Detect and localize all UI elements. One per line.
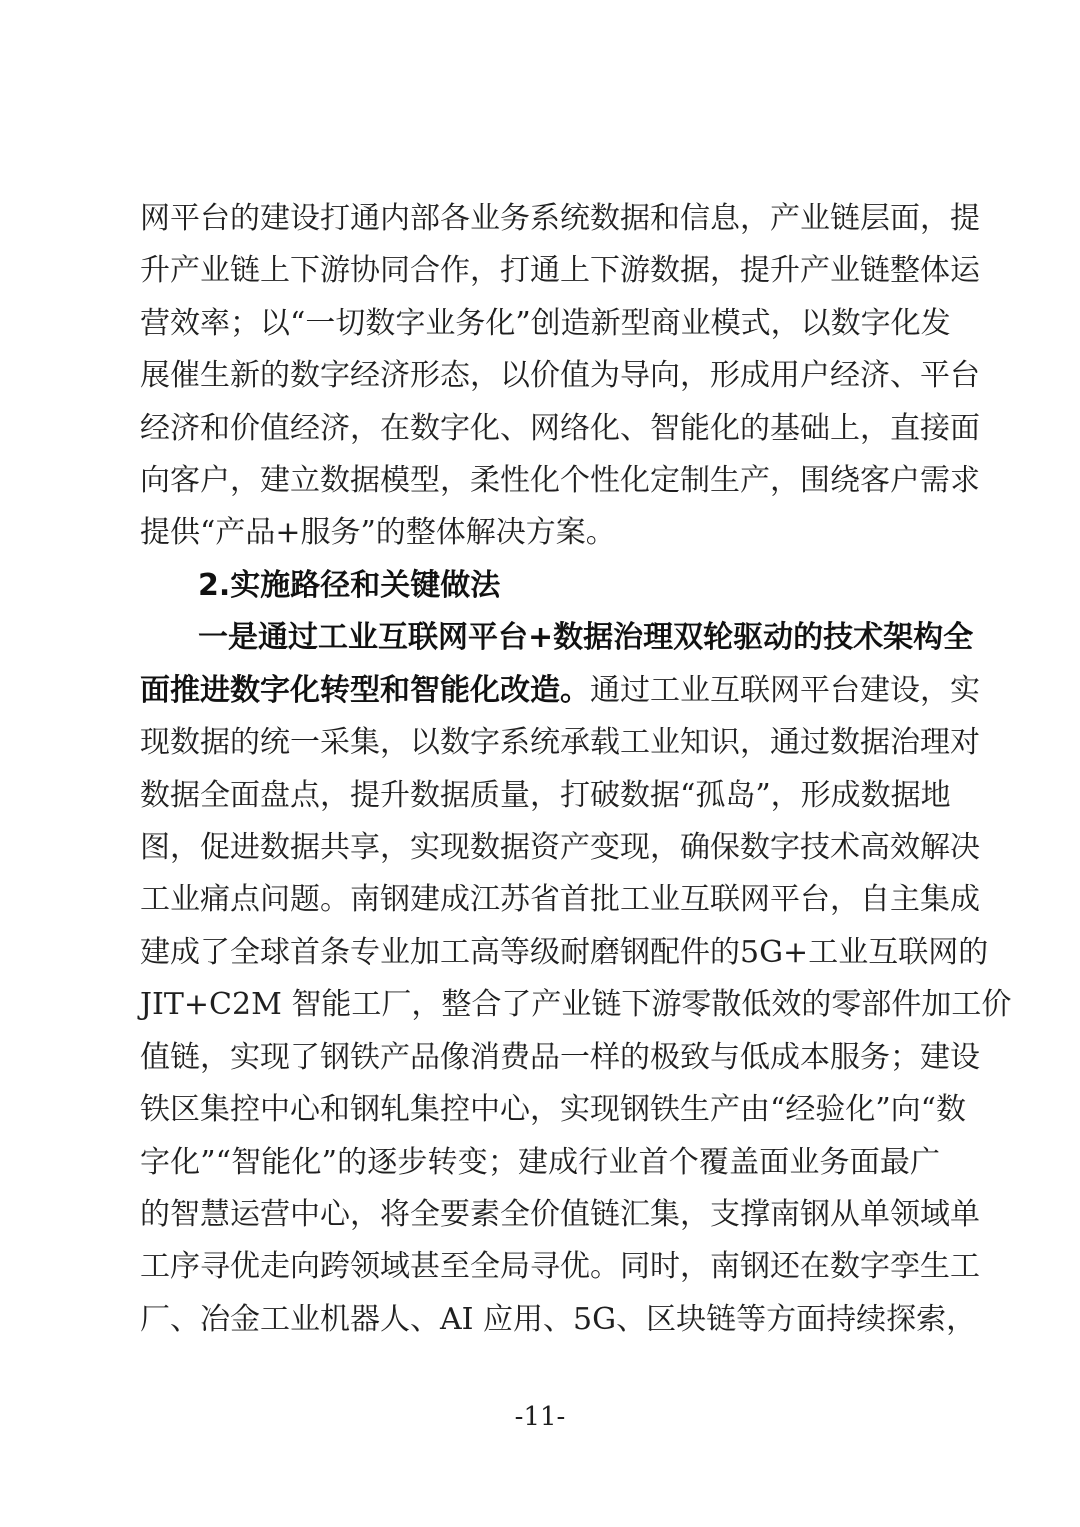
mixed-text-line <box>140 665 980 717</box>
body-text-line: 字化”“智能化”的逐步转变；建成行业首个覆盖面业务面最广 <box>140 1145 940 1180</box>
body-text-line: 工业痛点问题。南钢建成江苏省首批工业互联网平台，自主集成 <box>140 882 980 917</box>
body-text-line: 数据全面盘点，提升数据质量，打破数据“孤岛”，形成数据地 <box>140 778 951 813</box>
body-text-line: 的智慧运营中心，将全要素全价值链汇集，支撑南钢从单领域单 <box>140 1197 980 1232</box>
body-text-line: 营效率；以“一切数字业务化”创造新型商业模式，以数字化发 <box>140 306 951 341</box>
bold-lead-line: 一是通过工业互联网平台+数据治理双轮驱动的技术架构全 <box>198 620 974 655</box>
body-text-line: 现数据的统一采集，以数字系统承载工业知识，通过数据治理对 <box>140 725 980 760</box>
section-heading: 2.实施路径和关键做法 <box>198 568 501 603</box>
body-text-line: 工序寻优走向跨领域甚至全局寻优。同时，南钢还在数字孪生工 <box>140 1249 980 1284</box>
body-text-line: 建成了全球首条专业加工高等级耐磨钢配件的5G+工业互联网的 <box>140 935 989 970</box>
body-text-line: 向客户，建立数据模型，柔性化个性化定制生产，围绕客户需求 <box>140 463 980 498</box>
body-text-line: 图，促进数据共享，实现数据资产变现，确保数字技术高效解决 <box>140 830 980 865</box>
bold-lead-continuation: 面推进数字化转型和智能化改造。 <box>140 673 590 708</box>
body-text-line: JIT+C2M 智能工厂，整合了产业链下游零散低效的零部件加工价 <box>140 987 1012 1022</box>
body-text-line: 升产业链上下游协同合作，打通上下游数据，提升产业链整体运 <box>140 253 980 288</box>
body-text-line: 展催生新的数字经济形态，以价值为导向，形成用户经济、平台 <box>140 358 980 393</box>
body-text-line: 网平台的建设打通内部各业务系统数据和信息，产业链层面，提 <box>140 201 980 236</box>
body-text-line: 铁区集控中心和钢轧集控中心，实现钢铁生产由“经验化”向“数 <box>140 1092 967 1127</box>
body-text-line: 值链，实现了钢铁产品像消费品一样的极致与低成本服务；建设 <box>140 1040 980 1075</box>
body-text-line: 提供“产品+服务”的整体解决方案。 <box>140 515 616 550</box>
body-text-line: 厂、冶金工业机器人、AI 应用、5G、区块链等方面持续探索， <box>140 1302 977 1337</box>
body-text-span: 通过工业互联网平台建设，实 <box>590 673 980 708</box>
body-text-line: 经济和价值经济，在数字化、网络化、智能化的基础上，直接面 <box>140 411 980 446</box>
page-number: -11- <box>514 1402 566 1432</box>
